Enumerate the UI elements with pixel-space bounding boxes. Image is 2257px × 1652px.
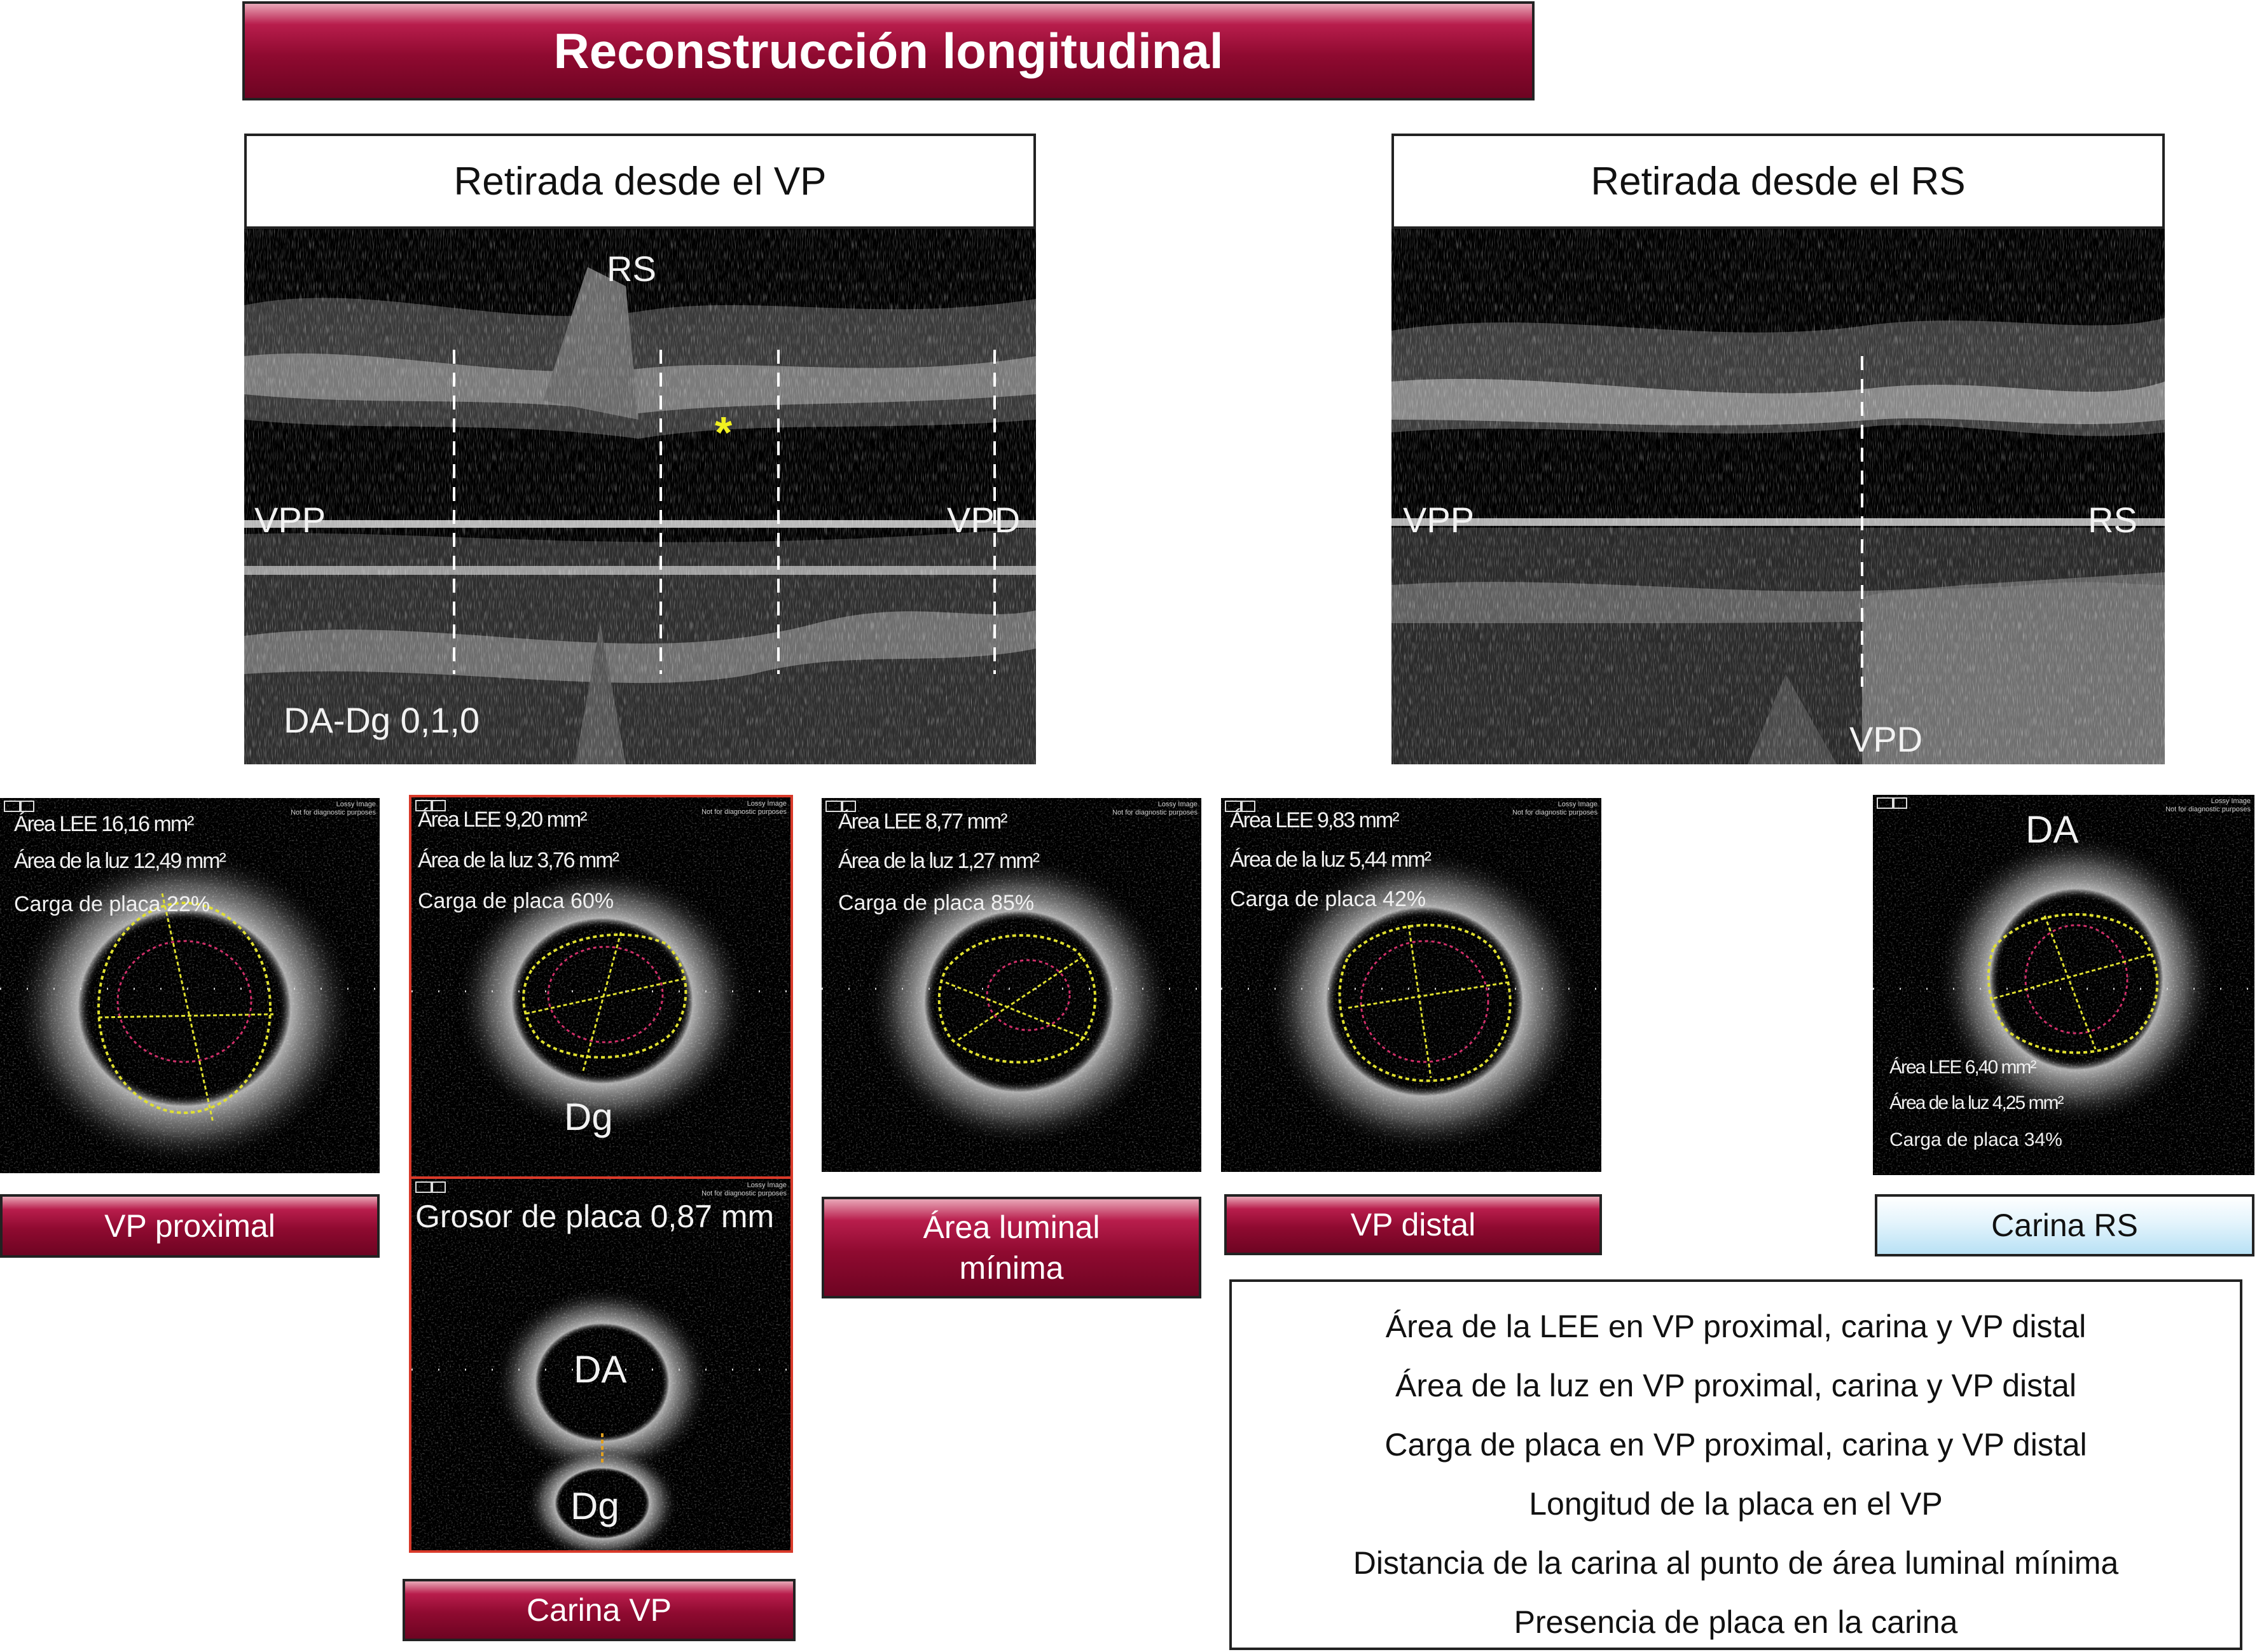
image-note <box>1512 801 1598 817</box>
corner-icon <box>432 1181 446 1193</box>
right-longitudinal-scan <box>1391 229 2165 764</box>
measurement-item: Área de la LEE en VP proximal, carina y VP distal <box>1385 1309 2087 1344</box>
right-vpd-label: VPD <box>1849 719 1923 759</box>
area-minima-luz: Área de la luz 1,27 mm² <box>838 849 1039 873</box>
corner-icon <box>415 1181 432 1193</box>
label-carina-rs-text: Carina RS <box>1991 1208 2138 1243</box>
vp-proximal-carga: Carga de placa 22% <box>14 892 211 916</box>
right-rs-label: RS <box>2088 500 2137 540</box>
image-note <box>291 801 376 817</box>
image-note-line1: Lossy Image <box>1557 801 1598 808</box>
left-code-label: DA-Dg 0,1,0 <box>284 700 480 740</box>
image-note-line2: Not for diagnostic purposes <box>1112 809 1198 816</box>
ivus-area-minima <box>822 798 1201 1172</box>
corner-icon <box>20 801 34 812</box>
carina-vp-carga: Carga de placa 60% <box>418 889 614 913</box>
carina-vp-luz: Área de la luz 3,76 mm² <box>418 848 618 872</box>
carina-vp-da-label: DA <box>574 1348 627 1391</box>
image-note-line1: Lossy Image <box>747 1181 787 1189</box>
vp-proximal-lee: Área LEE 16,16 mm² <box>14 812 193 836</box>
label-carina-vp-text: Carina VP <box>527 1592 672 1628</box>
carina-vp-lee: Área LEE 9,20 mm² <box>418 808 586 832</box>
vp-proximal-luz: Área de la luz 12,49 mm² <box>14 849 225 873</box>
area-minima-carga: Carga de placa 85% <box>838 891 1035 915</box>
image-note-line1: Lossy Image <box>2211 797 2251 805</box>
image-note-line2: Not for diagnostic purposes <box>2165 806 2251 813</box>
carina-vp-dg-bottom-label: Dg <box>570 1485 619 1527</box>
left-vpd-label: VPD <box>947 500 1021 540</box>
label-vp-distal <box>1224 1194 1602 1255</box>
carina-vp-grosor: Grosor de placa 0,87 mm <box>415 1199 775 1234</box>
right-panel-header-text: Retirada desde el RS <box>1591 159 1966 203</box>
right-panel-header <box>1391 134 2165 229</box>
ivus-carina-vp-top <box>411 797 790 1176</box>
label-area-minima <box>822 1197 1201 1298</box>
measurement-item: Carga de placa en VP proximal, carina y VP distal <box>1384 1427 2087 1463</box>
carina-vp-dg-label: Dg <box>564 1096 613 1138</box>
label-area-minima-line1: Área luminal <box>923 1209 1100 1245</box>
carina-rs-lee: Área LEE 6,40 mm² <box>1889 1057 2036 1078</box>
image-note <box>1112 801 1198 817</box>
corner-icon <box>4 801 20 812</box>
title-text: Reconstrucción longitudinal <box>553 22 1224 79</box>
ivus-carina-vp-bottom <box>411 1179 790 1550</box>
measurement-item: Distancia de la carina al punto de área luminal mínima <box>1353 1545 2119 1581</box>
left-longitudinal-scan <box>244 229 1036 764</box>
image-note-line2: Not for diagnostic purposes <box>701 1190 787 1197</box>
measurement-item: Área de la luz en VP proximal, carina y VP distal <box>1395 1368 2076 1403</box>
label-area-minima-line2: mínima <box>959 1250 1064 1286</box>
title-banner <box>242 1 1535 100</box>
measurements-list <box>1229 1279 2242 1650</box>
image-note <box>2165 797 2251 814</box>
left-panel-header-text: Retirada desde el VP <box>453 159 827 203</box>
carina-rs-carga: Carga de placa 34% <box>1889 1129 2062 1150</box>
label-carina-vp <box>403 1579 796 1641</box>
measurement-item: Longitud de la placa en el VP <box>1529 1486 1943 1522</box>
image-note <box>701 1181 787 1198</box>
ivus-vp-distal <box>1221 798 1601 1172</box>
measurement-item: Presencia de placa en la carina <box>1514 1604 1958 1640</box>
image-note-line1: Lossy Image <box>336 801 376 808</box>
image-note-line1: Lossy Image <box>1157 801 1198 808</box>
left-vpp-label: VPP <box>254 500 326 540</box>
label-vp-proximal <box>0 1194 380 1258</box>
vp-distal-lee: Área LEE 9,83 mm² <box>1230 808 1398 832</box>
vp-distal-luz: Área de la luz 5,44 mm² <box>1230 848 1430 872</box>
image-note <box>701 800 787 816</box>
label-vp-distal-text: VP distal <box>1350 1207 1476 1242</box>
ivus-carina-rs <box>1873 795 2254 1175</box>
right-vpp-label: VPP <box>1403 500 1475 540</box>
image-note-line2: Not for diagnostic purposes <box>701 808 787 816</box>
corner-icon <box>1893 797 1907 809</box>
image-note-line2: Not for diagnostic purposes <box>1512 809 1598 816</box>
asterisk-marker: * <box>715 408 733 457</box>
image-note-line2: Not for diagnostic purposes <box>291 809 376 816</box>
carina-vp-group <box>409 795 793 1553</box>
left-panel-header <box>244 134 1036 229</box>
carina-rs-luz: Área de la luz 4,25 mm² <box>1889 1092 2063 1113</box>
corner-icon <box>1877 797 1893 809</box>
area-minima-lee: Área LEE 8,77 mm² <box>838 809 1007 834</box>
label-carina-rs <box>1875 1194 2254 1256</box>
vp-distal-carga: Carga de placa 42% <box>1230 887 1426 911</box>
label-vp-proximal-text: VP proximal <box>104 1208 275 1244</box>
carina-rs-da-label: DA <box>2026 808 2079 851</box>
ivus-vp-proximal <box>0 798 380 1173</box>
image-note-line1: Lossy Image <box>747 800 787 808</box>
left-rs-label: RS <box>607 249 656 289</box>
